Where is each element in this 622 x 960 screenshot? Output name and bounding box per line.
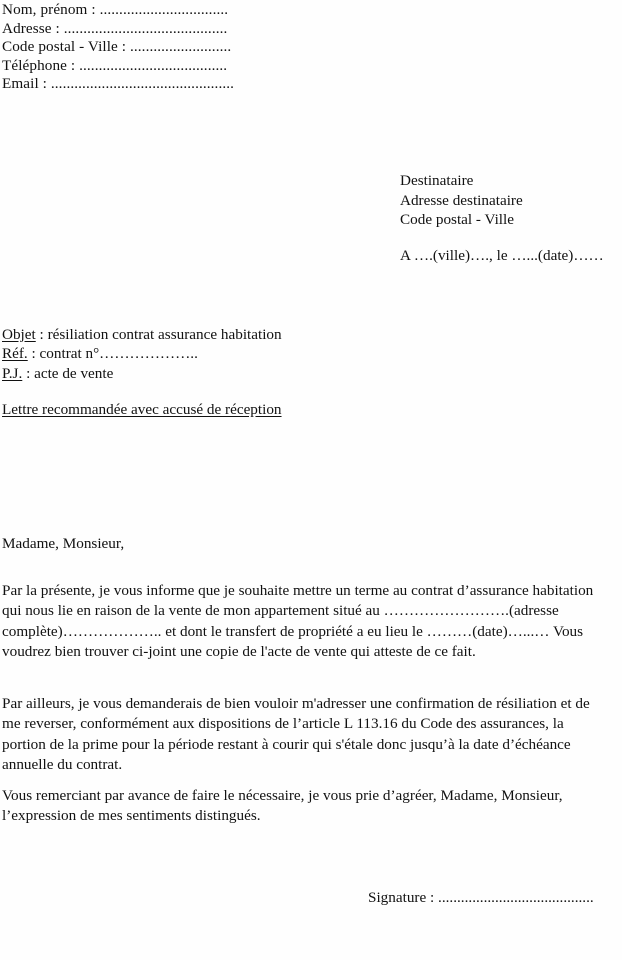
subject-block — [2, 325, 482, 383]
object-label: Objet — [2, 326, 36, 343]
body-paragraph-3: Vous remerciant par avance de faire le nécessaire, je vous prie d’agréer, Madame, Monsieur, l’expression de mes sentiments distingués. — [2, 787, 563, 825]
body-paragraph-1: Par la présente, je vous informe que je souhaite mettre un terme au contrat d’assurance habitation qui nous lie en raison de la vente de mon appartement situé au …………………….(adresse complète)……………….. et dont le transfert de propriété a eu lieu le ………(date)…...… Vous voudrez bien trouver ci-joint une copie de l'acte de vente qui atteste de ce fait. — [2, 582, 594, 661]
reference-line — [2, 344, 482, 363]
sender-address-field: Adresse : .......................................... — [2, 19, 228, 37]
reference-value: : contrat n°……………….. — [27, 345, 198, 363]
recipient-postal-city: Code postal - Ville — [400, 211, 514, 229]
place-and-date-line: A ….(ville)…., le …...(date)…… — [400, 247, 604, 264]
reference-label: Réf. — [2, 345, 28, 363]
registered-mail-notice: Lettre recommandée avec accusé de réception — [2, 401, 282, 418]
recipient-name: Destinataire — [400, 172, 474, 189]
salutation: Madame, Monsieur, — [2, 535, 125, 552]
signature-line: Signature : ......................................... — [368, 889, 594, 906]
sender-email-field: Email : ............................................... — [2, 75, 235, 93]
recipient-address: Adresse destinataire — [400, 191, 523, 209]
sender-name-field: Nom, prénom : ................................. — [2, 1, 229, 18]
attachment-value: : acte de vente — [22, 364, 114, 382]
body-paragraph-2: Par ailleurs, je vous demanderais de bien vouloir m'adresser une confirmation de résiliation et de me reverser, conformément aux dispositions de l’article L 113.16 du Code des assurances, la portion de la prime pour la période restant à courir qui s'étale donc jusqu’à la date d’échéance annuelle du contrat. — [2, 695, 590, 774]
attachment-label: P.J. — [2, 364, 23, 382]
sender-block — [2, 1, 422, 94]
attachment-line — [2, 364, 482, 383]
object-line — [2, 325, 482, 344]
sender-phone-field: Téléphone : ...................................... — [2, 56, 228, 74]
object-value: : résiliation contrat assurance habitation — [35, 326, 282, 343]
recipient-block — [400, 171, 622, 230]
sender-postal-city-field: Code postal - Ville : .......................... — [2, 38, 232, 56]
